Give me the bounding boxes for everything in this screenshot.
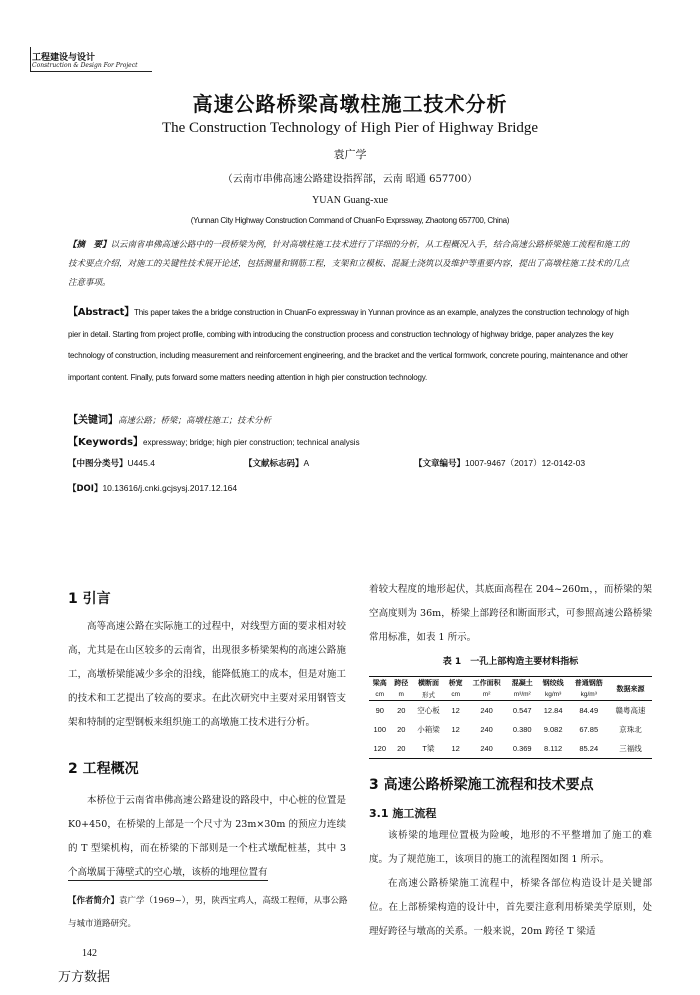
table-row (369, 701, 652, 721)
table-header: 跨径 (394, 679, 409, 687)
keywords-cn (68, 411, 271, 426)
doc-code-label: 【文献标志码】 (244, 459, 304, 469)
clc-value: U445.4 (127, 458, 155, 468)
doc-code-value: A (303, 458, 310, 468)
footnote-rule (68, 880, 268, 881)
section-1-body (68, 615, 346, 735)
article-number-label: 【文章编号】 (414, 459, 466, 469)
table-cell: 90 (369, 701, 391, 721)
table-cell: 9.082 (543, 725, 563, 734)
keywords-cn-text: 高速公路；桥梁；高墩柱施工；技术分析 (118, 416, 272, 426)
keywords-en-label: 【Keywords】 (68, 437, 144, 448)
table-cell: 120 (373, 744, 386, 753)
table-unit: m² (482, 691, 491, 698)
table-cell: 100 (373, 725, 386, 734)
table-cell: 赣粤高速 (609, 701, 652, 721)
abstract-cn (68, 236, 636, 293)
table-header: 普通钢筋 (574, 679, 603, 687)
doi-value: 10.13616/j.cnki.gcjsysj.2017.12.164 (102, 483, 238, 493)
keywords-en-text: expressway; bridge; high pier construction; technical analysis (143, 438, 360, 447)
abstract-cn-text: 以云南省串佛高速公路中的一段桥梁为例，针对高墩柱施工技术进行了详细的分析，从工程概况入手，结合高速公路桥梁施工流程和施工的技术要点介绍，对施工的关键性技术展开论述，包括测量和钢筋工程，支架和立模板、混凝土浇筑以及维护等重要内容，提出了高墩柱施工技术的几点注意事项。 (68, 240, 630, 288)
doi-label: 【DOI】 (68, 484, 103, 494)
author-en: YUAN Guang-xue (312, 195, 388, 206)
table-unit: 形式 (421, 692, 435, 699)
table-cell: 京珠北 (619, 725, 642, 734)
table-row (369, 720, 652, 739)
journal-name-cn: 工程建设与设计 (32, 53, 96, 63)
journal-name-en: Construction & Design For Project (32, 62, 138, 69)
watermark: 万方数据 (58, 970, 111, 985)
page-number: 142 (82, 948, 97, 959)
abstract-en-text: This paper takes the a bridge construction in ChuanFo expressway in Yunnan province as an example, analyzes the construction technology of high pier in detail. Starting from project profile, combing with introducing the construction process and construction technology of highway bridge, paper analyzes the key technology of construction, including measurement and reinforcement engineering, and the bracket and the vertical formwork, concrete pouring, maintenance and other important content. Finally, puts forward some matters needing attention in high pier construction technology. (68, 308, 629, 382)
table-header: 横断面 (417, 679, 439, 687)
table-cell: T梁 (422, 744, 435, 753)
right-paragraph-1-text: 着较大程度的地形起伏，其底面高程在 204~260m，，而桥梁的架空高度则为 36m，桥梁上部跨径和断面形式，可参照高速公路桥梁常用标准，如表 1 所示。 (369, 584, 652, 643)
table-cell: 85.24 (579, 744, 599, 753)
header-rule-vertical (30, 47, 31, 72)
author-cn: 袁广学 (333, 148, 367, 161)
doi (68, 482, 237, 494)
section-2-heading: 2 工程概况 (68, 761, 139, 777)
keywords-en (68, 433, 360, 448)
table-cell: 12 (445, 701, 467, 721)
article-number (414, 457, 585, 469)
table-unit: m (398, 691, 404, 698)
abstract-cn-label: 【摘 要】 (68, 240, 111, 250)
footnote-text: 袁广学（1969~），男，陕西宝鸡人，高级工程师，从事公路与城市道路研究。 (68, 896, 348, 929)
table-cell: 0.547 (507, 701, 538, 721)
table-cell: 240 (466, 701, 506, 721)
table-cell: 12.84 (538, 701, 569, 721)
table-unit: cm (375, 691, 385, 698)
table-cell: 20 (391, 701, 413, 721)
table-cell: 240 (480, 744, 493, 753)
table-header: 梁高 (372, 679, 387, 687)
table-1 (369, 676, 652, 759)
section-2-body (68, 789, 346, 885)
table-cell: 20 (397, 744, 406, 753)
table-1-caption: 表 1 一孔上部构造主要材料指标 (442, 657, 579, 667)
doc-code (244, 457, 309, 469)
table-cell: 8.112 (544, 744, 563, 753)
section-3-paragraph-2: 在高速公路桥梁施工流程中，桥梁各部位构造设计是关键部位。在上部桥梁构造的设计中，首先要注意利用桥梁美学原则，处理好跨径与墩高的关系。一般来说，20m 跨径 T 梁适 (369, 878, 652, 937)
title-en: The Construction Technology of High Pier of Highway Bridge (161, 120, 539, 136)
table-unit: kg/m³ (545, 691, 562, 698)
section-1-paragraph: 高等高速公路在实际施工的过程中，对线型方面的要求相对较高，尤其是在山区较多的云南省，出现很多桥梁架构的高速公路施工，高墩桥梁能减少多余的沿线，能降低施工的成本，但是对施工的技术和工艺提出了较高的要求。在此次研究中主要对采用钢管支架和特制的定型钢板来组织施工的高墩施工技术进行分析。 (68, 621, 346, 728)
table-unit: kg/m³ (580, 691, 597, 698)
table-cell: 67.85 (579, 725, 599, 734)
header-rule (30, 71, 152, 72)
right-paragraph-1 (369, 578, 652, 650)
table-cell: 12 (451, 725, 460, 734)
section-3-1-heading: 3.1 施工流程 (369, 807, 437, 820)
table-unit: m³/m² (513, 691, 531, 698)
article-number-value: 1007-9467（2017）12-0142-03 (465, 458, 586, 468)
table-cell: 小箱梁 (417, 725, 440, 734)
footnote-label: 【作者简介】 (68, 896, 120, 906)
section-1-heading: 1 引言 (68, 591, 111, 607)
table-header: 钢绞线 (542, 679, 564, 687)
section-3-heading: 3 高速公路桥梁施工流程和技术要点 (369, 777, 594, 793)
table-header: 桥宽 (448, 679, 463, 687)
section-3-paragraph-1: 该桥梁的地理位置极为险峻，地形的不平整增加了施工的难度。为了规范施工，该项目的施工的流程图如图 1 所示。 (369, 830, 652, 865)
table-cell: 0.369 (512, 744, 532, 753)
table-cell: 20 (397, 725, 406, 734)
table-cell: 空心板 (412, 701, 445, 721)
table-cell: 84.49 (569, 701, 609, 721)
affiliation-en: (Yunnan City Highway Construction Command of ChuanFo Exprssway, Zhaotong 657700, China) (190, 216, 510, 225)
table-cell: 0.380 (512, 725, 532, 734)
table-header-row (369, 677, 652, 690)
abstract-en (68, 302, 636, 388)
table-cell: 三福线 (619, 744, 642, 753)
section-3-body (369, 824, 652, 944)
affiliation-cn: （云南市串佛高速公路建设指挥部，云南 昭通 657700） (222, 174, 478, 185)
author-footnote (68, 890, 348, 936)
table-unit: cm (451, 691, 461, 698)
table-header: 数据来源 (616, 684, 645, 693)
clc-label: 【中图分类号】 (68, 459, 128, 469)
table-header: 混凝土 (511, 679, 533, 687)
table-cell: 12 (451, 744, 460, 753)
table-cell: 240 (480, 725, 493, 734)
abstract-en-label: 【Abstract】 (68, 307, 135, 318)
table-row (369, 739, 652, 759)
title-cn: 高速公路桥梁高墩柱施工技术分析 (192, 92, 508, 116)
section-2-paragraph: 本桥位于云南省串佛高速公路建设的路段中，中心桩的位置是 K0+450，在桥梁的上部是一个尺寸为 23m×30m 的预应力连续的 T 型梁机构，而在桥梁的下部则是一个柱式墩配桩基，其中 3 个高墩属于薄壁式的空心墩，该桥的地理位置有 (68, 795, 346, 878)
keywords-cn-label: 【关键词】 (68, 415, 118, 426)
table-header: 工作面积 (472, 679, 501, 687)
clc-code (68, 457, 155, 469)
